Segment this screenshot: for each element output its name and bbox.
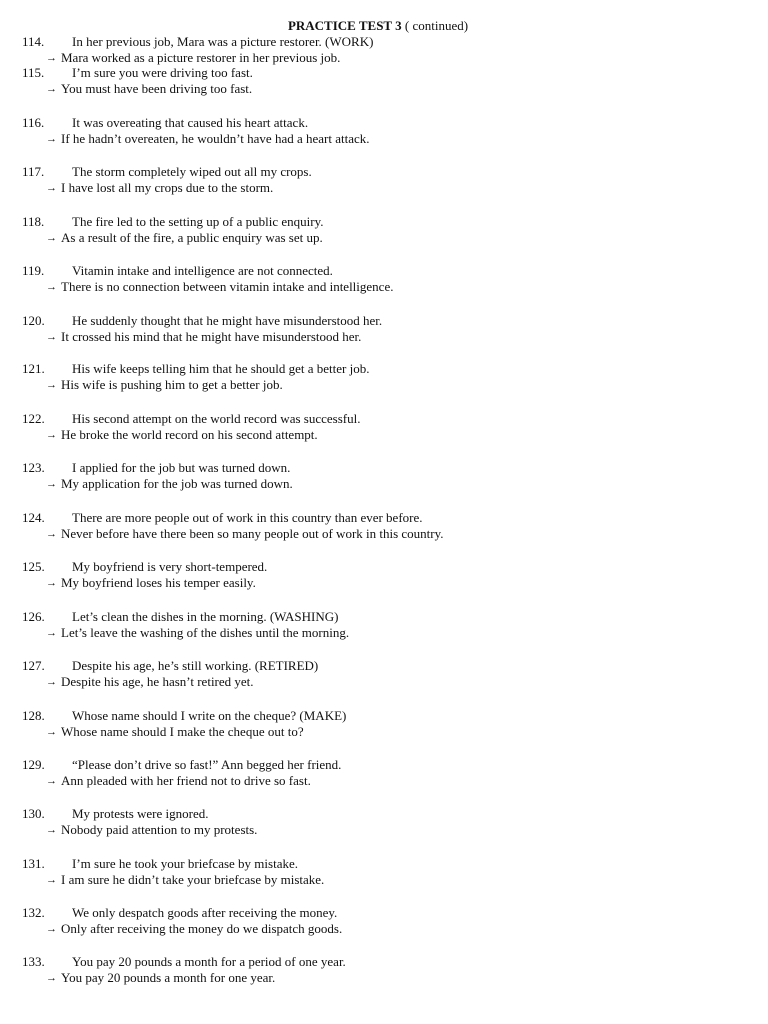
answer-line [0,674,768,690]
item-number: 132. [22,905,45,920]
answer-line [0,773,768,789]
answer-text: Ann pleaded with her friend not to drive so fast. [61,773,311,788]
question-line [0,460,768,476]
item-number: 131. [22,856,45,871]
arrow-icon: → [46,676,57,688]
question-line [0,115,768,131]
item-number: 114. [22,34,45,49]
exercise-item [0,609,768,640]
question-text: My boyfriend is very short-tempered. [72,559,268,574]
arrow-icon: → [46,577,57,589]
question-text: Despite his age, he’s still working. (RETIRED) [72,658,319,673]
answer-line [0,872,768,888]
arrow-icon: → [46,429,57,441]
arrow-icon: → [46,331,57,343]
exercise-item [0,411,768,442]
item-number: 122. [22,411,45,426]
arrow-icon: → [46,775,57,787]
exercise-item [0,856,768,887]
question-text: The fire led to the setting up of a public enquiry. [72,214,324,229]
exercise-item [0,559,768,590]
page-header [0,18,756,34]
item-number: 116. [22,115,45,130]
answer-text: Never before have there been so many people out of work in this country. [61,526,444,541]
answer-text: I am sure he didn’t take your briefcase by mistake. [61,872,325,887]
answer-line [0,427,768,443]
item-number: 127. [22,658,45,673]
answer-text: Mara worked as a picture restorer in her previous job. [61,50,341,65]
answer-line [0,279,768,295]
answer-text: Let’s leave the washing of the dishes until the morning. [61,625,350,640]
answer-line [0,526,768,542]
question-text: Let’s clean the dishes in the morning. (WASHING) [72,609,339,624]
item-number: 119. [22,263,45,278]
arrow-icon: → [46,281,57,293]
question-line [0,658,768,674]
answer-text: As a result of the fire, a public enquiry was set up. [61,230,323,245]
exercise-item [0,905,768,936]
exercise-item [0,460,768,491]
answer-line [0,822,768,838]
question-line [0,510,768,526]
answer-text: My application for the job was turned down. [61,476,293,491]
arrow-icon: → [46,528,57,540]
answer-text: If he hadn’t overeaten, he wouldn’t have had a heart attack. [61,131,370,146]
item-number: 129. [22,757,45,772]
question-text: In her previous job, Mara was a picture restorer. (WORK) [72,34,374,49]
question-text: He suddenly thought that he might have misunderstood her. [72,313,383,328]
question-line [0,313,768,329]
question-text: Whose name should I write on the cheque? (MAKE) [72,708,347,723]
question-text: You pay 20 pounds a month for a period of one year. [72,954,346,969]
answer-text: It crossed his mind that he might have misunderstood her. [61,329,362,344]
question-text: His second attempt on the world record was successful. [72,411,361,426]
question-line [0,757,768,773]
question-line [0,609,768,625]
question-text: There are more people out of work in this country than ever before. [72,510,423,525]
answer-line [0,476,768,492]
arrow-icon: → [46,232,57,244]
question-line [0,954,768,970]
question-text: We only despatch goods after receiving the money. [72,905,338,920]
item-number: 128. [22,708,45,723]
answer-line [0,921,768,937]
question-line [0,164,768,180]
question-line [0,806,768,822]
answer-line [0,50,768,66]
arrow-icon: → [46,726,57,738]
answer-text: Whose name should I make the cheque out to? [61,724,304,739]
answer-text: My boyfriend loses his temper easily. [61,575,256,590]
answer-line [0,230,768,246]
answer-text: Despite his age, he hasn’t retired yet. [61,674,254,689]
arrow-icon: → [46,133,57,145]
question-text: My protests were ignored. [72,806,209,821]
answer-line [0,131,768,147]
question-text: It was overeating that caused his heart attack. [72,115,309,130]
answer-line [0,377,768,393]
question-text: I’m sure you were driving too fast. [72,65,253,80]
answer-text: He broke the world record on his second attempt. [61,427,318,442]
question-line [0,708,768,724]
question-line [0,263,768,279]
question-line [0,34,768,50]
exercise-item [0,757,768,788]
exercise-item [0,115,768,146]
exercise-item [0,34,768,65]
arrow-icon: → [46,83,57,95]
item-number: 120. [22,313,45,328]
exercise-item [0,708,768,739]
question-line [0,856,768,872]
answer-text: Only after receiving the money do we dispatch goods. [61,921,343,936]
exercise-item [0,658,768,689]
answer-line [0,724,768,740]
item-number: 130. [22,806,45,821]
question-line [0,214,768,230]
arrow-icon: → [46,182,57,194]
arrow-icon: → [46,52,57,64]
arrow-icon: → [46,972,57,984]
arrow-icon: → [46,923,57,935]
question-text: I applied for the job but was turned down. [72,460,291,475]
answer-line [0,575,768,591]
question-line [0,559,768,575]
arrow-icon: → [46,824,57,836]
item-number: 126. [22,609,45,624]
answer-line [0,329,768,345]
exercise-item [0,510,768,541]
question-line [0,361,768,377]
page-subtitle: ( continued) [404,18,469,33]
question-line [0,65,768,81]
item-number: 124. [22,510,45,525]
question-text: “Please don’t drive so fast!” Ann begged her friend. [72,757,342,772]
question-text: The storm completely wiped out all my crops. [72,164,312,179]
arrow-icon: → [46,478,57,490]
exercise-item [0,313,768,344]
question-line [0,411,768,427]
answer-text: You pay 20 pounds a month for one year. [61,970,276,985]
answer-line [0,180,768,196]
arrow-icon: → [46,874,57,886]
answer-line [0,970,768,986]
exercise-item [0,263,768,294]
answer-text: I have lost all my crops due to the storm. [61,180,274,195]
item-number: 133. [22,954,45,969]
item-number: 118. [22,214,45,229]
item-number: 123. [22,460,45,475]
item-number: 125. [22,559,45,574]
answer-text: Nobody paid attention to my protests. [61,822,258,837]
exercise-item [0,214,768,245]
question-text: Vitamin intake and intelligence are not connected. [72,263,333,278]
exercise-item [0,954,768,985]
answer-line [0,81,768,97]
item-number: 121. [22,361,45,376]
item-number: 115. [22,65,45,80]
exercise-item [0,806,768,837]
question-line [0,905,768,921]
arrow-icon: → [46,627,57,639]
exercise-item [0,164,768,195]
exercise-item [0,65,768,96]
item-number: 117. [22,164,45,179]
question-text: I’m sure he took your briefcase by mistake. [72,856,298,871]
answer-text: There is no connection between vitamin intake and intelligence. [61,279,394,294]
page-title: PRACTICE TEST 3 [287,18,402,33]
answer-line [0,625,768,641]
exercise-item [0,361,768,392]
answer-text: His wife is pushing him to get a better job. [61,377,283,392]
answer-text: You must have been driving too fast. [61,81,253,96]
question-text: His wife keeps telling him that he should get a better job. [72,361,370,376]
arrow-icon: → [46,379,57,391]
